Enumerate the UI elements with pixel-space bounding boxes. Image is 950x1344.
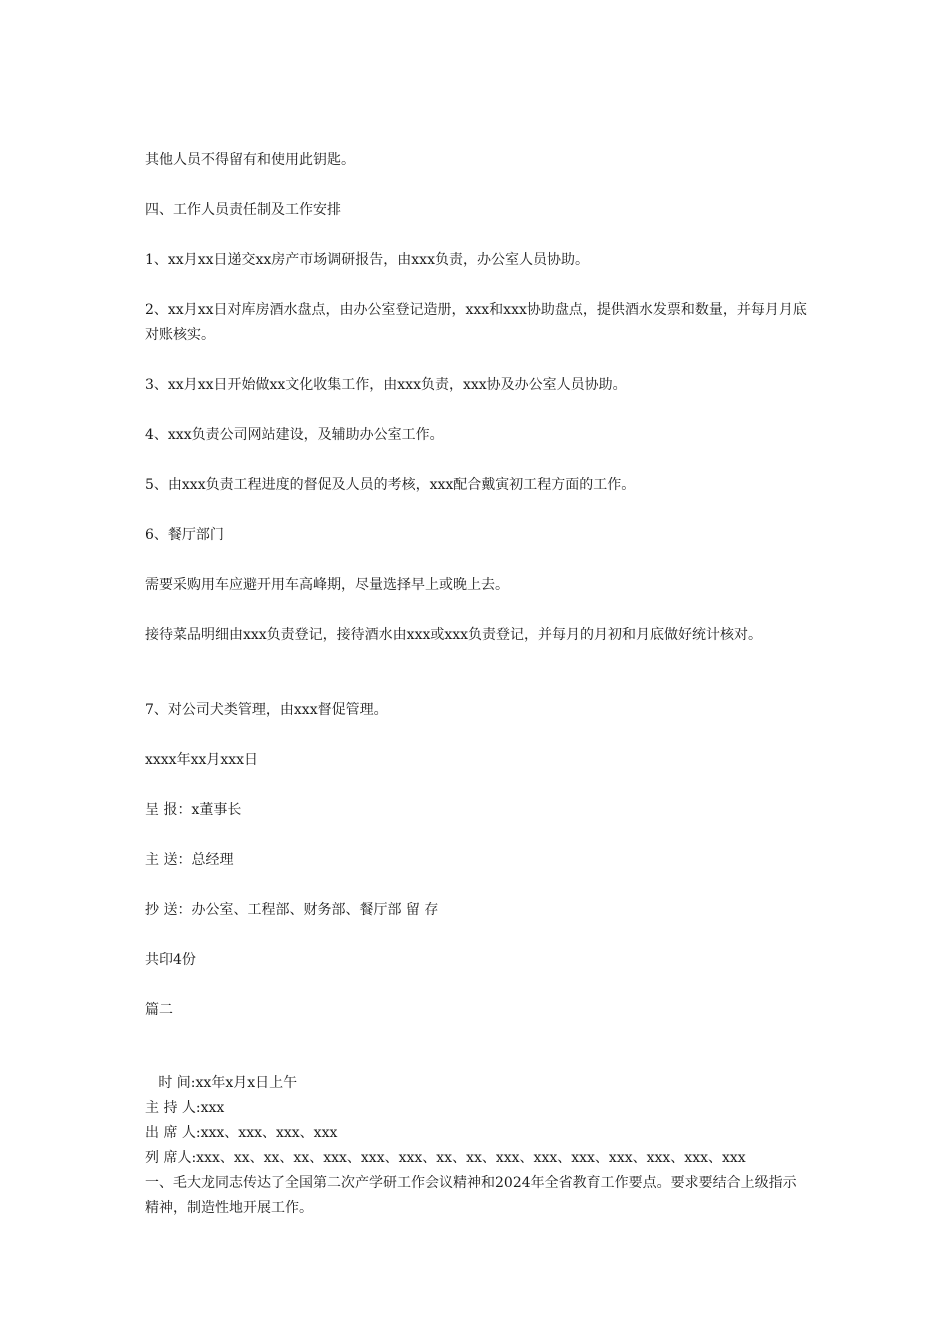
copy-to: 抄 送：办公室、工程部、财务部、餐厅部 留 存	[145, 902, 439, 918]
paragraph-item-3: 3、xx月xx日开始做xx文化收集工作，由xxx负责，xxx协及办公室人员协助。	[145, 377, 627, 393]
print-count: 共印4份	[145, 952, 196, 968]
paragraph-keys: 其他人员不得留有和使用此钥匙。	[145, 152, 355, 168]
paragraph-item-7: 7、对公司犬类管理，由xxx督促管理。	[145, 702, 388, 718]
paragraph-purchase: 需要采购用车应避开用车高峰期，尽量选择早上或晚上去。	[145, 577, 509, 593]
minutes-item-1: 一、毛大龙同志传达了全国第二次产学研工作会议精神和2024年全省教育工作要点。要求要结合上级指示精神，制造性地开展工作。	[145, 1175, 797, 1216]
paragraph-item-1: 1、xx月xx日递交xx房产市场调研报告，由xxx负责，办公室人员协助。	[145, 252, 589, 268]
minutes-host: 主 持 人:xxx	[145, 1100, 225, 1116]
paragraph-item-6: 6、餐厅部门	[145, 527, 224, 543]
document-date: xxxx年xx月xxx日	[145, 752, 259, 768]
report-to: 呈 报：x董事长	[145, 802, 242, 818]
paragraph-reception: 接待菜品明细由xxx负责登记，接待酒水由xxx或xxx负责登记，并每月的月初和月底做好统计核对。	[145, 627, 763, 643]
send-to: 主 送：总经理	[145, 852, 234, 868]
minutes-time: 时 间:xx年x月x日上午	[145, 1075, 298, 1091]
paragraph-item-2: 2、xx月xx日对库房酒水盘点，由办公室登记造册，xxx和xxx协助盘点，提供酒水发票和数量，并每月月底对账核实。	[145, 302, 807, 343]
paragraph-item-5: 5、由xxx负责工程进度的督促及人员的考核，xxx配合戴寅初工程方面的工作。	[145, 477, 636, 493]
section-two-heading: 篇二	[145, 1002, 173, 1018]
section-heading: 四、工作人员责任制及工作安排	[145, 202, 341, 218]
paragraph-item-4: 4、xxx负责公司网站建设，及辅助办公室工作。	[145, 427, 444, 443]
minutes-observers: 列 席人:xxx、xx、xx、xx、xxx、xxx、xxx、xx、xx、xxx、xxx、xxx、xxx、xxx、xxx、xxx	[145, 1150, 746, 1166]
minutes-attendees: 出 席 人:xxx、xxx、xxx、xxx	[145, 1125, 338, 1141]
